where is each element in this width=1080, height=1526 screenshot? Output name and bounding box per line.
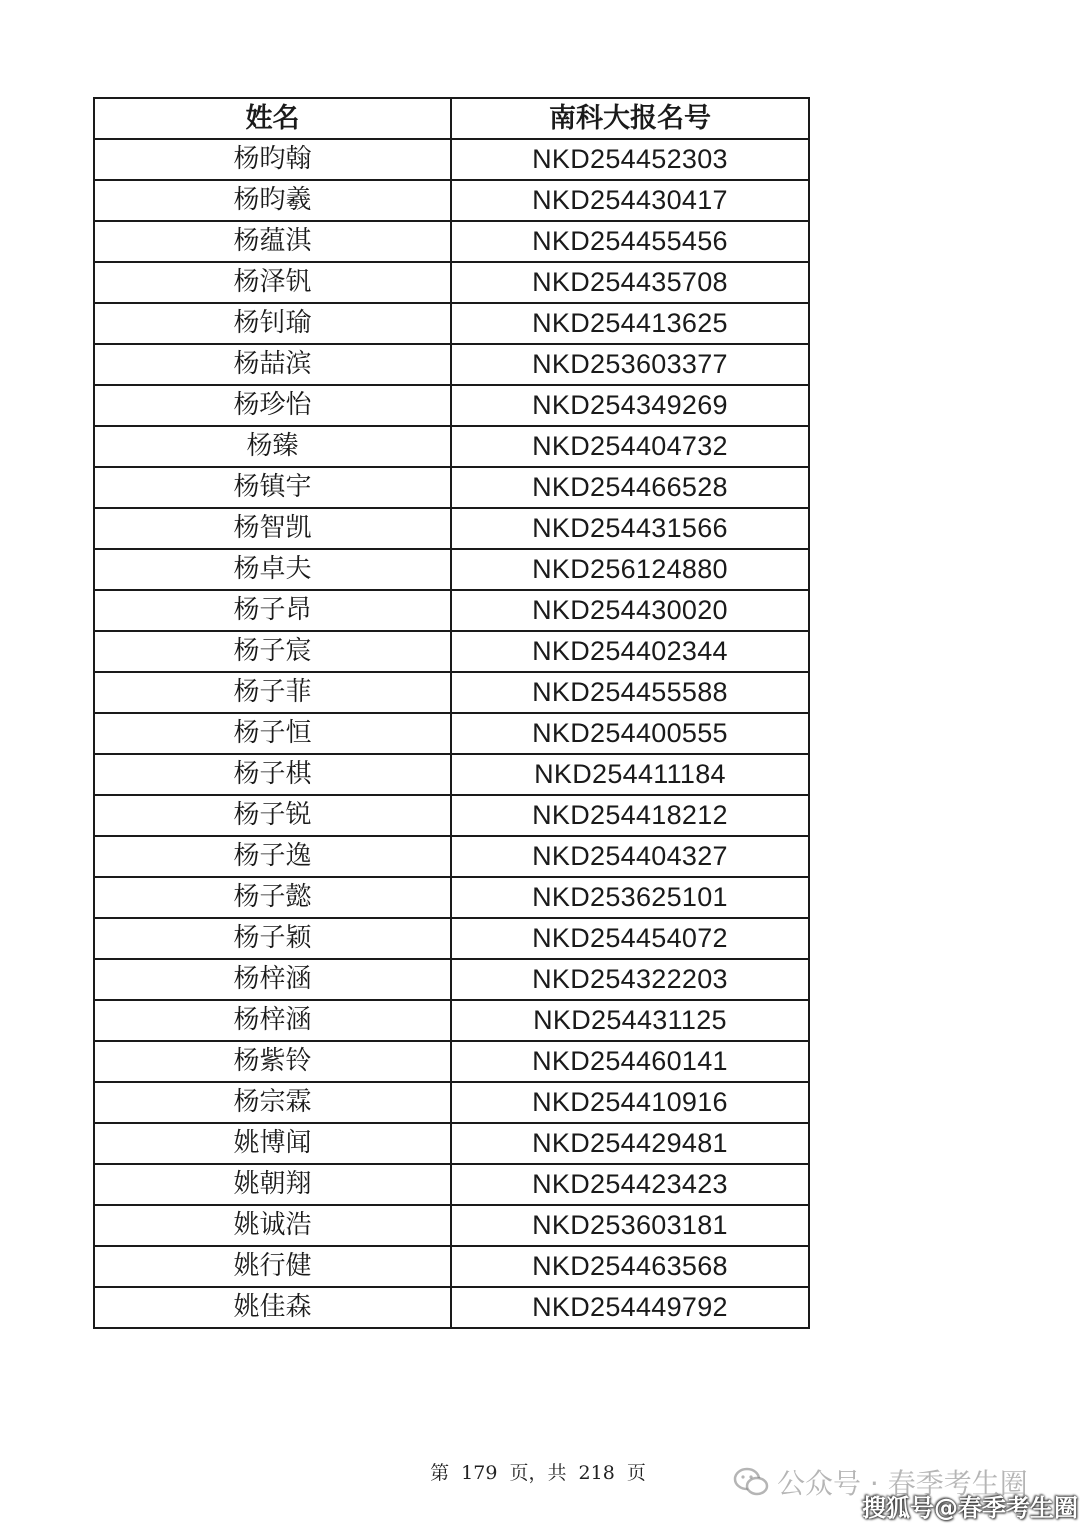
cell-name: 杨子棋	[94, 754, 451, 795]
cell-name: 杨子菲	[94, 672, 451, 713]
cell-name: 杨镇宇	[94, 467, 451, 508]
cell-name: 杨喆滨	[94, 344, 451, 385]
cell-registration-number: NKD256124880	[451, 549, 809, 590]
cell-name: 杨宗霖	[94, 1082, 451, 1123]
cell-name: 杨泽钒	[94, 262, 451, 303]
footer-suffix: 页	[626, 1462, 646, 1484]
table-row	[94, 1164, 809, 1205]
cell-registration-number: NKD254435708	[451, 262, 809, 303]
cell-registration-number: NKD254423423	[451, 1164, 809, 1205]
table-row	[94, 1082, 809, 1123]
table-row	[94, 1041, 809, 1082]
cell-name: 姚诚浩	[94, 1205, 451, 1246]
cell-registration-number: NKD254460141	[451, 1041, 809, 1082]
cell-registration-number: NKD254431566	[451, 508, 809, 549]
table-row	[94, 877, 809, 918]
footer-total-pages: 218	[578, 1462, 615, 1484]
cell-name: 杨梓涵	[94, 959, 451, 1000]
cell-name: 姚博闻	[94, 1123, 451, 1164]
wechat-icon	[733, 1467, 769, 1497]
cell-registration-number: NKD253603377	[451, 344, 809, 385]
cell-name: 杨昀翰	[94, 139, 451, 180]
table-row	[94, 1000, 809, 1041]
table-body	[94, 139, 809, 1328]
table-row	[94, 467, 809, 508]
cell-registration-number: NKD253603181	[451, 1205, 809, 1246]
cell-registration-number: NKD254452303	[451, 139, 809, 180]
cell-name: 杨智凯	[94, 508, 451, 549]
table-row	[94, 754, 809, 795]
cell-registration-number: NKD254400555	[451, 713, 809, 754]
cell-registration-number: NKD254349269	[451, 385, 809, 426]
cell-name: 杨珍怡	[94, 385, 451, 426]
table-row	[94, 713, 809, 754]
cell-name: 杨子昂	[94, 590, 451, 631]
cell-name: 杨子逸	[94, 836, 451, 877]
table-row	[94, 426, 809, 467]
cell-registration-number: NKD254411184	[451, 754, 809, 795]
cell-name: 姚佳森	[94, 1287, 451, 1328]
table-row	[94, 180, 809, 221]
cell-name: 杨紫铃	[94, 1041, 451, 1082]
table-row	[94, 836, 809, 877]
roster-table	[93, 97, 810, 1329]
cell-name: 杨子恒	[94, 713, 451, 754]
table-row	[94, 672, 809, 713]
wechat-watermark-text: 公众号 · 春季考生圈	[777, 1467, 1028, 1500]
cell-registration-number: NKD254449792	[451, 1287, 809, 1328]
cell-registration-number: NKD254430417	[451, 180, 809, 221]
table-header-row	[94, 98, 809, 139]
table-row	[94, 1246, 809, 1287]
cell-name: 姚朝翔	[94, 1164, 451, 1205]
cell-registration-number: NKD254410916	[451, 1082, 809, 1123]
table-row	[94, 631, 809, 672]
cell-registration-number: NKD254402344	[451, 631, 809, 672]
roster-table-container	[93, 97, 808, 1329]
table-row	[94, 303, 809, 344]
cell-name: 杨蕴淇	[94, 221, 451, 262]
footer-current-page: 179	[461, 1462, 498, 1484]
cell-name: 杨子锐	[94, 795, 451, 836]
footer-prefix: 第	[430, 1462, 450, 1484]
cell-registration-number: NKD254455588	[451, 672, 809, 713]
cell-registration-number: NKD254430020	[451, 590, 809, 631]
table-row	[94, 221, 809, 262]
footer-page-word: 页，共	[509, 1462, 567, 1484]
cell-name: 杨子宸	[94, 631, 451, 672]
cell-registration-number: NKD254322203	[451, 959, 809, 1000]
table-row	[94, 262, 809, 303]
cell-registration-number: NKD254404327	[451, 836, 809, 877]
table-row	[94, 918, 809, 959]
table-row	[94, 344, 809, 385]
cell-name: 杨卓夫	[94, 549, 451, 590]
cell-registration-number: NKD254429481	[451, 1123, 809, 1164]
cell-registration-number: NKD254431125	[451, 1000, 809, 1041]
table-row	[94, 1123, 809, 1164]
cell-name: 杨梓涵	[94, 1000, 451, 1041]
table-row	[94, 139, 809, 180]
cell-registration-number: NKD254454072	[451, 918, 809, 959]
header-registration-number: 南科大报名号	[451, 98, 809, 139]
cell-registration-number: NKD254466528	[451, 467, 809, 508]
sohu-watermark: 搜狐号@春季考生圈	[862, 1494, 1078, 1522]
table-row	[94, 385, 809, 426]
cell-registration-number: NKD254455456	[451, 221, 809, 262]
cell-name: 杨钊瑜	[94, 303, 451, 344]
table-row	[94, 549, 809, 590]
cell-name: 杨昀羲	[94, 180, 451, 221]
cell-name: 杨臻	[94, 426, 451, 467]
cell-registration-number: NKD254418212	[451, 795, 809, 836]
cell-registration-number: NKD254463568	[451, 1246, 809, 1287]
table-row	[94, 959, 809, 1000]
table-row	[94, 590, 809, 631]
cell-name: 姚行健	[94, 1246, 451, 1287]
cell-registration-number: NKD253625101	[451, 877, 809, 918]
cell-name: 杨子懿	[94, 877, 451, 918]
cell-registration-number: NKD254404732	[451, 426, 809, 467]
table-row	[94, 795, 809, 836]
header-name: 姓名	[94, 98, 451, 139]
table-row	[94, 1205, 809, 1246]
table-row	[94, 508, 809, 549]
cell-registration-number: NKD254413625	[451, 303, 809, 344]
table-row	[94, 1287, 809, 1328]
cell-name: 杨子颖	[94, 918, 451, 959]
